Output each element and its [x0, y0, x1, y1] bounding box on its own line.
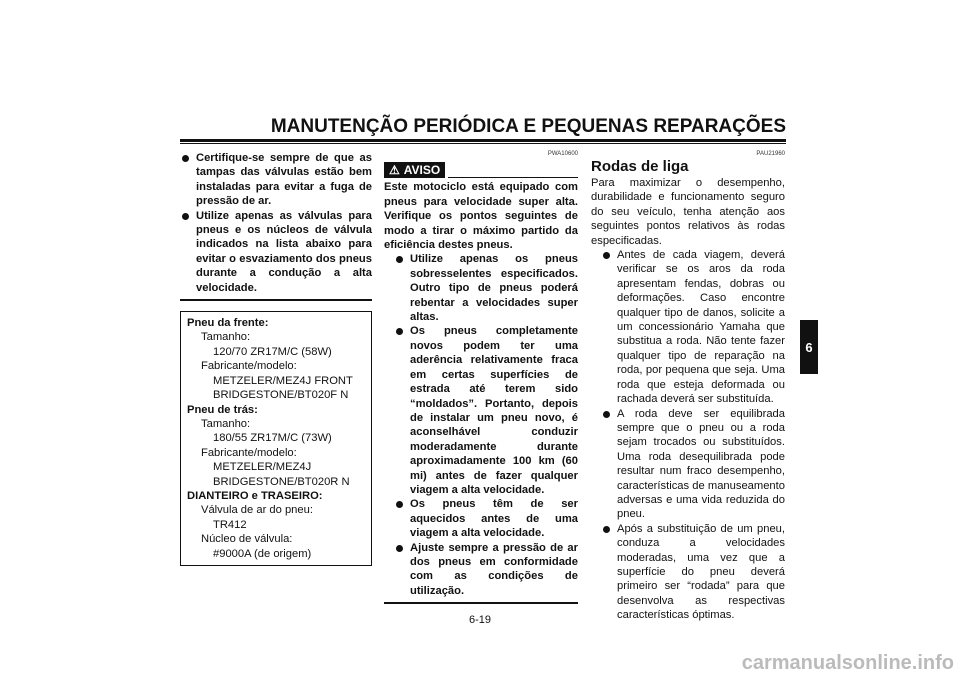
- spec-value: METZELER/MEZ4J: [213, 461, 312, 474]
- bullet-icon: [182, 155, 189, 162]
- spec-value: #9000A (de origem): [213, 547, 312, 560]
- bullet-icon: [603, 411, 610, 418]
- warning-intro: Este motociclo está equipado com pneus para velocidade super alta. Verifique os pontos seguintes de modo a tirar o máximo partido da eficiência destes pneus.: [384, 181, 578, 252]
- bullet-text: Após a substituição de um pneu, conduza a velocidades moderadas, uma vez que a superfície do pneu deverá primeiro ser “rodada” para que desenvolva as respectivas características óptimas.: [617, 522, 785, 622]
- header-rule: [180, 139, 786, 142]
- chapter-tab[interactable]: 6: [800, 320, 818, 374]
- bullet-icon: [603, 526, 610, 533]
- section-heading: Rodas de liga: [591, 158, 689, 175]
- header-rule-thin: [180, 143, 786, 144]
- list-item: [394, 252, 578, 324]
- spec-value: METZELER/MEZ4J FRONT: [213, 374, 353, 387]
- spec-heading: Pneu de trás:: [187, 403, 258, 416]
- right-column: [591, 150, 785, 623]
- spec-label: Tamanho:: [201, 331, 251, 344]
- bullet-text: Ajuste sempre a pressão de ar dos pneus em conformidade com as condições de utilização.: [410, 541, 578, 597]
- divider: [180, 299, 372, 301]
- bullet-text: Certifique-se sempre de que as tampas das válvulas estão bem instaladas para evitar a fuga de pressão de ar.: [196, 152, 372, 208]
- spec-label: Válvula de ar do pneu:: [201, 504, 313, 517]
- spec-label: Fabricante/modelo:: [201, 360, 297, 373]
- page-number: 6-19: [468, 614, 492, 626]
- bullet-text: A roda deve ser equilibrada sempre que o pneu ou a roda sejam trocados ou substituídos. Uma roda desequilibrada pode resultar num fraco desempenho, características de manuseamento adversas e uma vida reduzida do pneu.: [617, 407, 785, 521]
- warning-label: AVISO: [403, 163, 441, 177]
- middle-column: [384, 150, 578, 604]
- spec-value: BRIDGESTONE/BT020F N: [213, 389, 349, 402]
- list-item: [601, 407, 785, 522]
- list-item: [394, 324, 578, 497]
- bullet-icon: [396, 256, 403, 263]
- bullet-icon: [396, 501, 403, 508]
- warning-header: [384, 162, 578, 178]
- spec-label: Tamanho:: [201, 417, 251, 430]
- bullet-icon: [396, 328, 403, 335]
- spec-value: BRIDGESTONE/BT020R N: [213, 475, 350, 488]
- warning-triangle-icon: ⚠: [389, 163, 400, 177]
- warning-line: [448, 177, 578, 178]
- list-item: [601, 248, 785, 406]
- spec-value: TR412: [213, 518, 247, 531]
- divider: [384, 602, 578, 604]
- bullet-text: Os pneus completamente novos podem ter uma aderência relativamente fraca em certas superfícies de estrada até terem sido “moldados”. Portanto, depois de instalar um pneu novo, é aconselhável conduzir moderadamente durante aproximadamente 100 km (60 mi) antes de fazer qualquer viagem a alta velocidade.: [410, 325, 578, 496]
- left-column: [180, 151, 372, 566]
- section-intro: Para maximizar o desempenho, durabilidade e funcionamento seguro do seu veículo, tenha atenção aos seguintes pontos relativos às rodas especificadas.: [591, 177, 785, 247]
- bullet-icon: [182, 213, 189, 220]
- spec-value: 180/55 ZR17M/C (73W): [213, 432, 332, 445]
- bullet-text: Antes de cada viagem, deverá verificar se os aros da roda apresentam fendas, dobras ou deformações. Caso encontre qualquer tipo de danos, solicite a um concessionário Yamaha que substitua a roda. Não tente fazer qualquer tipo de reparação na roda, por pequena que seja. Uma roda que esteja deformada ou rachada deverá ser substituída.: [617, 249, 785, 406]
- watermark: carmanualsonline.info: [741, 652, 954, 674]
- list-item: [394, 541, 578, 599]
- spec-label: Fabricante/modelo:: [201, 446, 297, 459]
- bullet-icon: [603, 252, 610, 259]
- tire-specs-box: [180, 311, 372, 566]
- list-item: [601, 522, 785, 623]
- warning-badge: [384, 162, 445, 178]
- ref-code: PAU21960: [756, 151, 785, 157]
- spec-heading: DIANTEIRO e TRASEIRO:: [187, 489, 323, 502]
- spec-heading: Pneu da frente:: [187, 317, 269, 330]
- list-item: [180, 151, 372, 209]
- spec-label: Núcleo de válvula:: [201, 533, 293, 546]
- bullet-text: Utilize apenas os pneus sobresselentes especificados. Outro tipo de pneus poderá rebentar a velocidades super altas.: [410, 253, 578, 324]
- ref-code: PWA10600: [547, 151, 578, 157]
- bullet-text: Os pneus têm de ser aquecidos antes de uma viagem a alta velocidade.: [410, 498, 578, 540]
- page-title: MANUTENÇÃO PERIÓDICA E PEQUENAS REPARAÇÕES: [270, 116, 786, 137]
- spec-value: 120/70 ZR17M/C (58W): [213, 345, 332, 358]
- bullet-text: Utilize apenas as válvulas para pneus e os núcleos de válvula indicados na lista abaixo para evitar o esvaziamento dos pneus durante a condução a alta velocidade.: [196, 209, 372, 294]
- list-item: [394, 497, 578, 540]
- list-item: [180, 209, 372, 295]
- bullet-icon: [396, 545, 403, 552]
